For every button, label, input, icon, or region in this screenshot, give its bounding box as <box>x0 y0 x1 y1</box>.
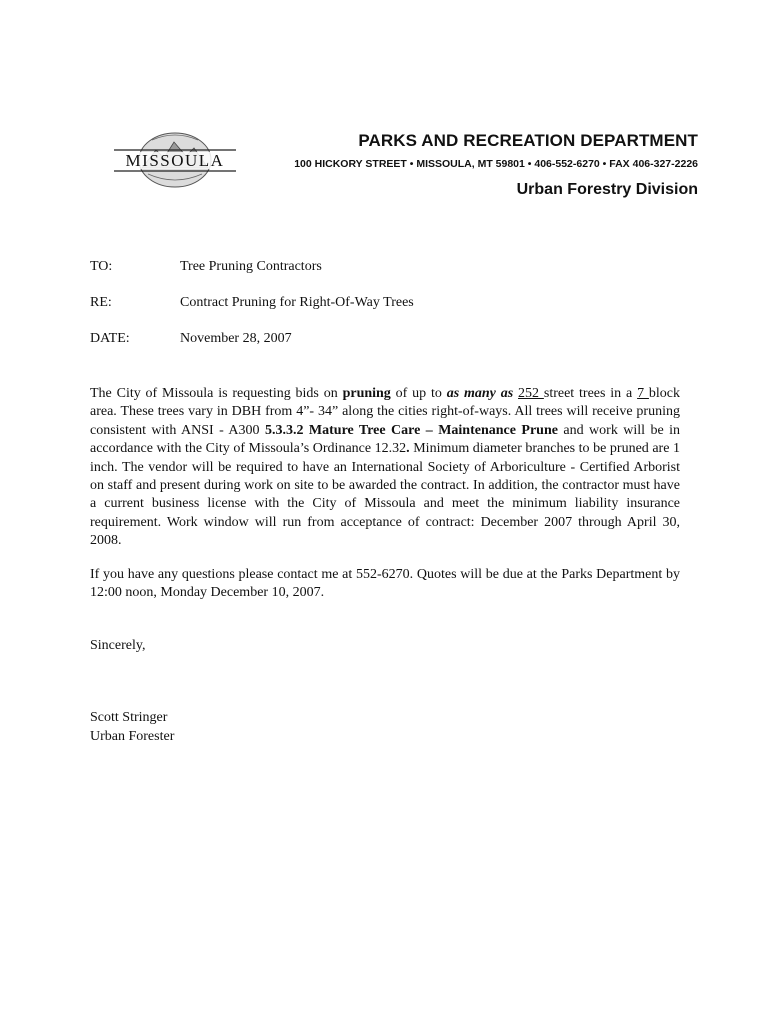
division-title: Urban Forestry Division <box>516 181 698 198</box>
p1-as-many-as: as many as <box>446 386 514 401</box>
body-paragraph-2: If you have any questions please contact me at 552-6270. Quotes will be due at the Parks Department by 12:00 noon, Monday December 10, 2007. <box>90 567 680 601</box>
memo-to-value: Tree Pruning Contractors <box>180 259 322 274</box>
p1-text-d: street trees in a <box>543 386 638 401</box>
logo-wordmark: MISSOULA <box>125 151 225 170</box>
signer-title: Urban Forester <box>90 729 175 744</box>
salutation: Sincerely, <box>90 638 146 653</box>
p1-text-a: The City of Missoula is requesting bids on <box>90 386 343 401</box>
memo-to-label: TO: <box>90 259 113 274</box>
p1-block-count: 7 <box>637 386 649 401</box>
p1-period: . <box>406 441 410 457</box>
body-paragraph-1 <box>90 385 680 551</box>
p1-pruning: pruning <box>342 386 391 401</box>
missoula-logo <box>112 130 238 190</box>
department-title: PARKS AND RECREATION DEPARTMENT <box>358 131 698 150</box>
signer-name: Scott Stringer <box>90 710 168 725</box>
letterhead <box>0 0 770 210</box>
p1-text-b: of up to <box>390 386 447 401</box>
p1-tree-count: 252 <box>518 386 544 401</box>
p1-text-f: and work will be in accordance with the City of Missoula’s Ordinance 12.32 <box>90 422 681 457</box>
memo-re-value: Contract Pruning for Right-Of-Way Trees <box>180 295 414 310</box>
p1-text-e: block area. These trees vary in DBH from 4”- 34” along the cities right-of-ways. All trees will receive pruning consistent with ANSI - A300 <box>90 386 681 438</box>
memo-date-value: November 28, 2007 <box>180 331 292 346</box>
memo-re-label: RE: <box>90 295 112 310</box>
memo-date-label: DATE: <box>90 331 130 346</box>
department-address: 100 HICKORY STREET • MISSOULA, MT 59801 • 406-552-6270 • FAX 406-327-2226 <box>294 158 698 170</box>
p1-text-g: Minimum diameter branches to be pruned are 1 inch. The vendor will be required to have an International Society of Arboriculture - Certified Arborist on staff and present during work on site to be awarded the contract. In addition, the contractor must have a current business license with the City of Missoula and meet the minimum liability insurance requirement. Work window will run from acceptance of contract: December 2007 through April 30, 2008. <box>90 441 680 549</box>
p1-standard: 5.3.3.2 Mature Tree Care – Maintenance Prune <box>264 422 558 438</box>
